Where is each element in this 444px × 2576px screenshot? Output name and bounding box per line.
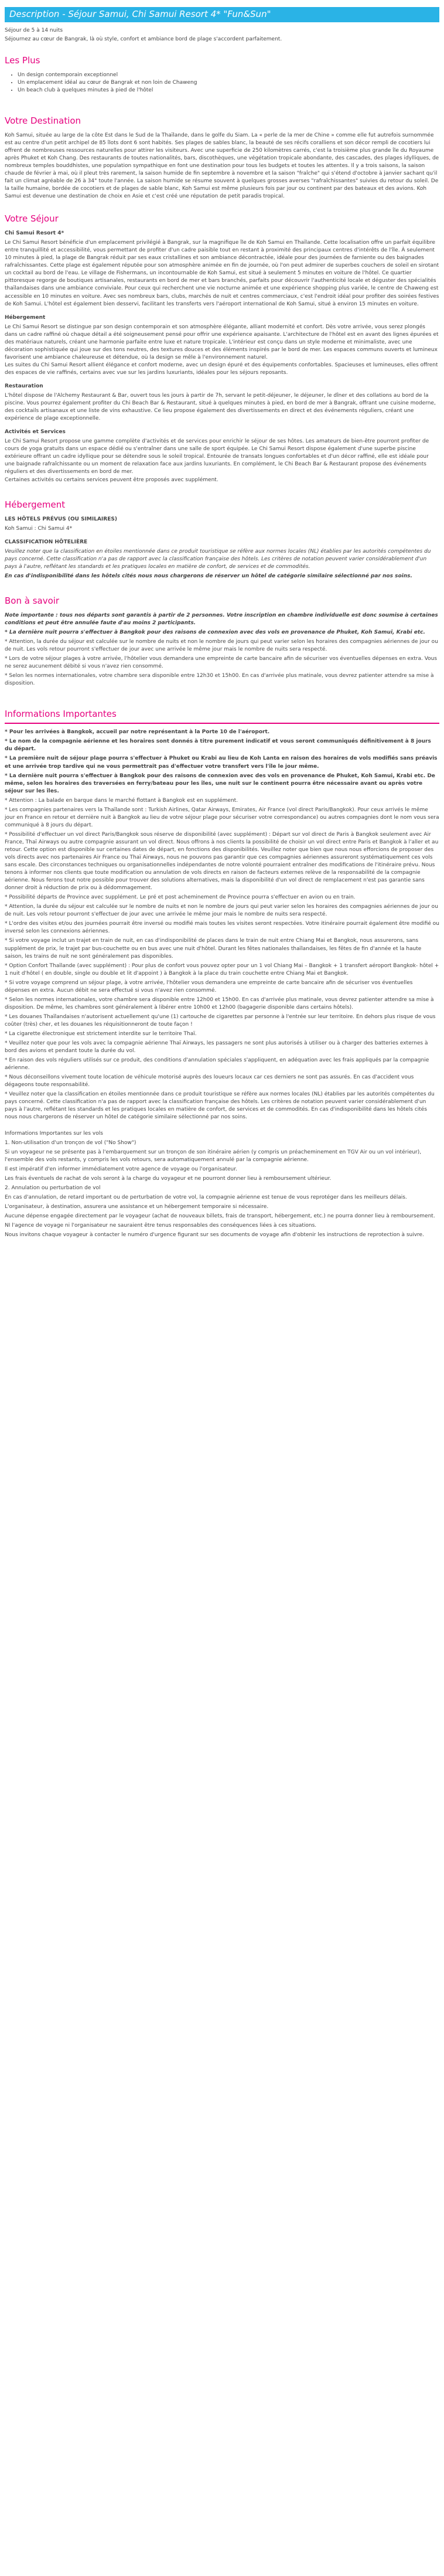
bon-savoir-heading: Bon à savoir <box>5 595 60 606</box>
hebergement-subtitle: Hébergement <box>5 314 46 321</box>
hotels-label: LES HÔTELS PRÉVUS (OU SIMILAIRES) <box>5 516 117 522</box>
list-item: • Un design contemporain exceptionnel <box>18 72 439 79</box>
info-paragraph: * Option Confort Thaïlande (avec supplément) : Pour plus de confort vous pouvez opter pour un 1 vol Chiang Mai – Bangkok + 1 transfert aéroport Bangkok- hôtel + 1 nuit d'hôtel ( en double, single ou double et lit d'appoint ) à Bangkok à la place du train couchette entre Chiang Mai et Bangkok. <box>5 962 439 976</box>
info-paragraph: * Attention : La balade en barque dans le marché flottant à Bangkok est en supplément. <box>5 797 238 804</box>
flight-info-line: 2. Annulation ou perturbation de vol <box>5 1185 101 1191</box>
hebergement-description: Le Chi Samui Resort se distingue par son design contemporain et son atmosphère élégante, alliant modernité et confort. Dès votre arrivée, vous serez plongés dans un cadre raffiné où chaque détail a été soigneusement pensé pour offrir une expérience apaisante. L'architecture de l'hôtel est en avant des lignes épurées et des matériaux naturels, créant une harmonie parfaite entre luxe et nature tropicale. L'intérieur est conçu dans un style moderne et minimaliste, avec une décoration sophistiquée qui joue sur des tons neutres, des textures douces et des éléments inspirés par le bord de mer. Les espaces communs ouverts et lumineux favorisent une ambiance chaleureuse et détendue, où la design se mêle à l'environnement naturel. Les suites du Chi Samui Resort allient élégance et confort moderne, avec un design épuré et des équipements confortables. Spacieuses et lumineuses, elles offrent des espaces de vie raffinés, certains avec vue sur les jardins luxuriants, idéales pour les séjours reposants. <box>5 324 439 376</box>
activites-description: Le Chi Samui Resort propose une gamme complète d'activités et de services pour enrichir le séjour de ses hôtes. Les amateurs de bien-être pourront profiter de cours de yoga gratuits dans un espace dédié ou s'entraîner dans une salle de sport équipée. Le Chi Samui Resort dispose également d'une superbe piscine extérieure offrant un cadre idyllique pour se détendre sous le soleil tropical. Entourée de transats longues confortables et d'un décor raffiné, elle est idéale pour une baignade rafraîchissante ou un moment de relaxation face aux jardins luxuriants. En complément, le Chi Beach Bar & Restaurant propose des événements réguliers et des divertissements en bord de mer. Certaines activités ou certains services peuvent être proposés avec supplément. <box>5 438 429 483</box>
info-paragraph: * Veuillez noter que la classification en étoiles mentionnée dans ce produit touristique se réfère aux normes locales (NL) établies par les autorités compétentes du pays concerné. Cette classification n'a pas de rapport avec la classification française des hôtels. Les critères de notation peuvent varier considérablement d'un pays à l'autre, reflétant les standards et les pratiques locales en matière de confort, de services et de commodités. En cas d'indisponibilité dans les hôtels cités nous nous chargerons de réserver un hôtel de catégorie similaire sélectionné par nos soins. <box>5 1091 435 1121</box>
les-plus-list <box>5 72 439 94</box>
classification-title: CLASSIFICATION HÔTELIÈRE <box>5 539 88 545</box>
hotel-block <box>5 230 439 308</box>
intro-tagline: Séjournez au cœur de Bangrak, là où style, confort et ambiance bord de plage s'accordent parfaitement. <box>5 36 282 42</box>
info-paragraph: * Possibilité d'effectuer un vol direct Paris/Bangkok sous réserve de disponibilité (avec supplément) : Départ sur vol direct de Paris à Bangkok seulement avec Air France, Thaï Airways ou autre compagnie assurant un vol direct. Nous offrons à nos clients la possibilité de choisir un vol direct entre Paris et Bangkok à l'aller et au retour. Cette option est disponible sur certaines dates de départ, en fonctions des disponibilités. Veuillez noter que bien que nous nous efforcions de proposer des vols directs avec nos partenaires Air France ou Thaï Airways, nous ne pouvons pas garantir que ces compagnies aériennes assureront systématiquement ces vols sans escale. Des circonstances techniques ou organisationnelles indépendantes de notre volonté pourraient entraîner des modifications de l'itinéraire prévu. Nous tenons à informer nos clients que toute modification ou annulation de vols directs en raison de facteurs externes relève de la responsabilité de la compagnie aérienne. Nous ferons tout notre possible pour trouver des solutions alternatives, mais la disponibilité d'un vol direct de remplacement n'est pas garantie sans donner droit à réduction de prix ou à dédommagement. <box>5 831 439 891</box>
info-paragraph: * Si votre voyage comprend un séjour plage, à votre arrivée, l'hôtelier vous demandera une empreinte de carte bancaire afin de sécuriser vos éventuelles dépenses en extra. Aucun débit ne sera effectué si vous n'avez rien consommé. <box>5 979 413 993</box>
flight-info-line: 1. Non-utilisation d'un tronçon de vol ("No Show") <box>5 1139 136 1146</box>
hebergement-heading: Hébergement <box>5 499 66 510</box>
hotels-block <box>5 516 439 533</box>
flight-info-block <box>5 1130 439 1240</box>
bon-savoir-note: Note importante : tous nos départs sont garantis à partir de 2 personnes. Votre inscription en chambre individuelle est donc soumise à certaines conditions et peut être annulée faute d'au moins 2 participants. <box>5 612 438 626</box>
info-paragraph: * En raison des vols réguliers utilisés sur ce produit, des conditions d'annulation spéciales s'appliquent, en adéquation avec les frais appliqués par la compagnie aérienne. <box>5 1057 429 1071</box>
hebergement-block <box>5 314 439 377</box>
activites-subtitle: Activités et Services <box>5 429 66 435</box>
list-item: • Un beach club à quelques minutes à pied de l'hôtel <box>18 87 439 94</box>
info-paragraph: * Le nom de la compagnie aérienne et les horaires sont donnés à titre purement indicatif et vous seront communiqués définitivement à 8 jours du départ. <box>5 739 431 753</box>
flight-info-heading: Informations Importantes sur les vols <box>5 1130 103 1136</box>
info-paragraph: * Possibilité départs de Province avec supplément. Le pré et post acheminement de Province pourra s'effectuer en avion ou en train. <box>5 894 356 901</box>
activites-block <box>5 428 439 484</box>
info-paragraph: * La dernière nuit pourra s'effectuer à Bangkok pour des raisons de connexion avec des vols en provenance de Phuket, Koh Samui, Krabi etc. De même, selon les horaires des traversées en ferry/bateau pour les îles, une nuit sur le continent pourra être nécessaire avant ou après votre séjour sur les îles. <box>5 773 435 794</box>
classification-block <box>5 539 439 580</box>
hotel-name: Chi Samui Resort 4* <box>5 230 64 237</box>
intro-duration: Séjour de 5 à 14 nuits <box>5 27 63 33</box>
les-plus-heading: Les Plus <box>5 55 40 66</box>
info-paragraph: * Si votre voyage inclut un trajet en train de nuit, en cas d'indisponibilité de places dans le train de nuit entre Chiang Mai et Bangkok, nous assurerons, sans supplément de prix, le trajet par bus-couchette ou en bus avec une nuit d'hôtel. Durant les fêtes nationales thaïlandaises, les fêtes de fin d'année et la haute saison, les trains de nuit ne sont généralement pas disponibles. <box>5 938 422 959</box>
infos-list <box>5 729 439 1121</box>
info-paragraph: * Nous déconseillons vivement toute location de véhicule motorisé auprès des loueurs locaux car ces derniers ne sont pas assurés. En cas d'accident vous dégageons toute responsabilité. <box>5 1074 414 1088</box>
restauration-subtitle: Restauration <box>5 383 43 389</box>
page-title: Description - Séjour Samui, Chi Samui Resort 4* "Fun&Sun" <box>5 7 439 22</box>
destination-heading: Votre Destination <box>5 115 81 126</box>
sejour-heading: Votre Séjour <box>5 213 59 224</box>
flight-info-line: Aucune dépense engagée directement par le voyageur (achat de nouveaux billets, frais de transport, hébergement, etc.) ne pourra donner lieu à remboursement. <box>5 1213 435 1219</box>
info-paragraph: * Attention, la durée du séjour est calculée sur le nombre de nuits et non le nombre de jours qui peut varier selon les horaires des compagnies aériennes de jour ou de nuit. Les vols retour pourront s'effectuer de jour avec une arrivée le même jour mais le nombre de nuits sera respecté. <box>5 904 438 918</box>
section-divider <box>5 723 439 724</box>
flight-info-list <box>5 1139 439 1240</box>
info-paragraph: * Selon les normes internationales, votre chambre sera disponible entre 12h00 et 15h00. En cas d'arrivée plus matinale, vous devrez patienter attendre sa mise à disposition. De même, les chambres sont généralement à libérer entre 10h00 et 12h00 (bagagerie disponible dans certains hôtels). <box>5 996 434 1010</box>
info-paragraph: * La première nuit de séjour plage pourra s'effectuer à Phuket ou Krabi au lieu de Koh Lanta en raison des horaires de vols modifiés sans préavis et une arrivée trop tardive qui ne vous permettrait pas d'effectuer votre transfert vers l'île le jour même. <box>5 756 438 770</box>
page <box>0 7 444 1239</box>
info-paragraph: * Les douanes Thaïlandaises n'autorisent actuellement qu'une (1) cartouche de cigarettes par personne à l'entrée sur leur territoire. En dehors plus risque de vous coûter (très) cher, et les douanes les réquisitionneront de toute façon ! <box>5 1013 436 1027</box>
flight-info-line: Nous invitons chaque voyageur à contacter le numéro d'urgence figurant sur ses documents de voyage afin d'obtenir les instructions de reprotection à suivre. <box>5 1232 424 1238</box>
restauration-block <box>5 383 439 423</box>
list-item: • Un emplacement idéal au cœur de Bangrak et non loin de Chaweng <box>18 79 439 87</box>
bon-savoir-block <box>5 612 439 688</box>
infos-heading: Informations Importantes <box>5 709 117 720</box>
flight-info-line: En cas d'annulation, de retard important ou de perturbation de votre vol, la compagnie aérienne est tenue de vous reprotéger dans les meilleurs délais. <box>5 1194 407 1200</box>
hotels-value: Koh Samui : Chi Samui 4* <box>5 525 73 532</box>
info-paragraph: * L'ordre des visites et/ou des journées pourrait être inversé ou modifié mais toutes les visites seront respectées. Votre itinéraire pourrait également être modifié ou inversé selon les connexions aériennes. <box>5 921 439 935</box>
destination-text: Koh Samui, située au large de la côte Est dans le Sud de la Thaïlande, dans le golfe du Siam. La « perle de la mer de Chine » comme elle fut autrefois surnommée est au centre d'un petit archipel de 85 îlots dont 6 sont habités. Ses plages de sables blanc, la beauté de ses récifs coralliens et son décor rempli de cocotiers lui offrent de nombreuses ressources naturelles pour attirer les visiteurs. Avec une superficie de 250 kilomètres carrés, c'est la troisième plus grande île du Royaume après Phuket et Koh Chang. Des restaurants de toutes nationalités, bars, discothèques, une végétation tropicale abondante, des cascades, des plages idylliques, de nombreux temples bouddhistes, une population sympathique en font une destination pour tous les budgets et toutes les attentes. Il y a trois saisons, la saison chaude de février à mai, où il pleut très rarement, la saison humide de fin septembre à novembre et la saison "fraîche" qui s'étend d'octobre à janvier sachant qu'il fait un climat agréable de 26 à 34° toute l'année. La saison humide se résume souvent à quelques grosses averses "rafraîchissantes" suivies du retour du soleil. De la taille humaine, bordée de cocotiers et de plages de sable blanc, Koh Samui est même plusieurs fois par jour ou continent par des bateaux et des avions. Koh Samui est devenue une destination de choix en Asie et c'est créé une réputation de petit paradis tropical. <box>5 132 439 200</box>
restauration-description: L'hôtel dispose de l'Alchemy Restaurant & Bar, ouvert tous les jours à partir de 7h, servant le petit-déjeuner, le déjeuner, le dîner et des collations au bord de la piscine. Vous pourrez également profiter du Chi Beach Bar & Restaurant, situé à quelques minutes à pied, en bord de mer à Bangrak, offrant une cuisine moderne, des cocktails artisanaux et une liste de vins exhaustive. Ce lieu propose également des divertissements en direct et des événements réguliers, créant une expérience de plage exceptionnelle. <box>5 393 436 422</box>
bon-savoir-note: * La dernière nuit pourra s'effectuer à Bangkok pour des raisons de connexion avec des vols en provenance de Phuket, Koh Samui, Krabi etc. <box>5 629 425 635</box>
bon-savoir-line: * Lors de votre séjour plages à votre arrivée, l'hôtelier vous demandera une empreinte de carte bancaire afin de sécuriser vos éventuelles dépenses en extra. Vous ne serez aucunement débité si vous n'avez rien consommé. <box>5 656 438 670</box>
bon-savoir-line: * Attention, la durée du séjour est calculée sur le nombre de nuits et non le nombre de jours qui peut varier selon les horaires des compagnies aériennes de jour ou de nuit. Les vols retour pourront s'effectuer de jour avec une arrivée le même jour mais le nombre de nuits sera respecté. <box>5 639 438 653</box>
info-paragraph: * Les compagnies partenaires vers la Thaïlande sont : Turkish Airlines, Qatar Airways, Emirates, Air France (vol direct Paris/Bangkok). Pour ceux arrivés le même jour en France en retour et dernière nuit à Bangkok au lieu de votre séjour plage pour sécuriser votre correspondance) ou autres compagnies dont le nom vous sera communiqué à 8 jours du départ. <box>5 807 439 828</box>
flight-info-line: NI l'agence de voyage ni l'organisateur ne sauraient être tenus responsables des conséquences liées à ces situations. <box>5 1222 317 1229</box>
classification-text: Veuillez noter que la classification en étoiles mentionnée dans ce produit touristique se réfère aux normes locales (NL) établies par les autorités compétentes du pays concerné. Cette classification n'a pas de rapport avec la classification française des hôtels. Les critères de notation peuvent varier considérablement d'un pays à l'autre, reflétant les standards et les pratiques locales en matière de confort, de services et de commodités. <box>5 548 431 570</box>
info-paragraph: * Pour les arrivées à Bangkok, accueil par notre représentant à la Porte 10 de l'aéroport. <box>5 729 270 736</box>
intro-section <box>5 27 439 43</box>
flight-info-line: L'organisateur, à destination, assurera une assistance et un hébergement temporaire si nécessaire. <box>5 1203 269 1210</box>
info-paragraph: * La cigarette électronique est strictement interdite sur le territoire Thaï. <box>5 1031 197 1037</box>
bon-savoir-line: * Selon les normes internationales, votre chambre sera disponible entre 12h30 et 15h00. En cas d'arrivée plus matinale, vous devrez patienter attendre sa mise à disposition. <box>5 673 434 687</box>
classification-note: En cas d'indisponibilité dans les hôtels cités nous nous chargerons de réserver un hôtel de catégorie similaire sélectionné par nos soins. <box>5 573 412 579</box>
hotel-description: Le Chi Samui Resort bénéficie d'un emplacement privilégié à Bangrak, sur la magnifique île de Koh Samui en Thaïlande. Cette localisation offre un parfait équilibre entre tranquillité et accessibilité, vous permettant de profiter d'un cadre paisible tout en restant à proximité des principaux centres d'intérêts de l'île. À seulement 10 minutes à pied, la plage de Bangrak réduit par ses eaux cristallines et son ambiance décontractée, idéale pour des journées de farniente ou des baignades rafraîchissantes. Cette plage est également réputée pour son atmosphère animée en fin de journée, où l'on peut admirer de superbes couchers de soleil en sirotant un cocktail au bord de l'eau. Le village de Fishermans, un incontournable de Koh Samui, est situé à seulement 5 minutes en voiture de l'hôtel. Ce quartier pittoresque regorge de boutiques artisanales, restaurants en bord de mer et bars branchés, parfaits pour découvrir l'authenticité locale et déguster des spécialités thaïlandaises dans une ambiance conviviale. Pour ceux qui recherchent une vie nocturne animée et une expérience shopping plus variée, le centre de Chaweng est accessible en 10 minutes en voiture. Avec ses nombreux bars, clubs, marchés de nuit et centres commerciaux, c'est l'endroit idéal pour profiter des soirées festives de Koh Samui. L'hôtel est également bien desservi, facilitant les transferts vers l'aéroport international de Koh Samui, situé à environ 15 minutes en voiture. <box>5 240 439 307</box>
flight-info-line: Si un voyageur ne se présente pas à l'embarquement sur un tronçon de son itinéraire aérien (y compris un préacheminement en TGV Air ou un vol intérieur), l'ensemble des vols restants, y compris les vols retours, sera automatiquement annulé par la compagnie aérienne. <box>5 1149 422 1163</box>
flight-info-line: Les frais éventuels de rachat de vols seront à la charge du voyageur et ne pourront donner lieu à remboursement ultérieur. <box>5 1175 332 1182</box>
info-paragraph: * Veuillez noter que pour les vols avec la compagnie aérienne Thaï Airways, les passagers ne sont plus autorisés à utiliser ou à charger des batteries externes à bord des avions et pendant toute la durée du vol. <box>5 1040 428 1054</box>
flight-info-line: Il est impératif d'en informer immédiatement votre agence de voyage ou l'organisateur. <box>5 1166 237 1172</box>
